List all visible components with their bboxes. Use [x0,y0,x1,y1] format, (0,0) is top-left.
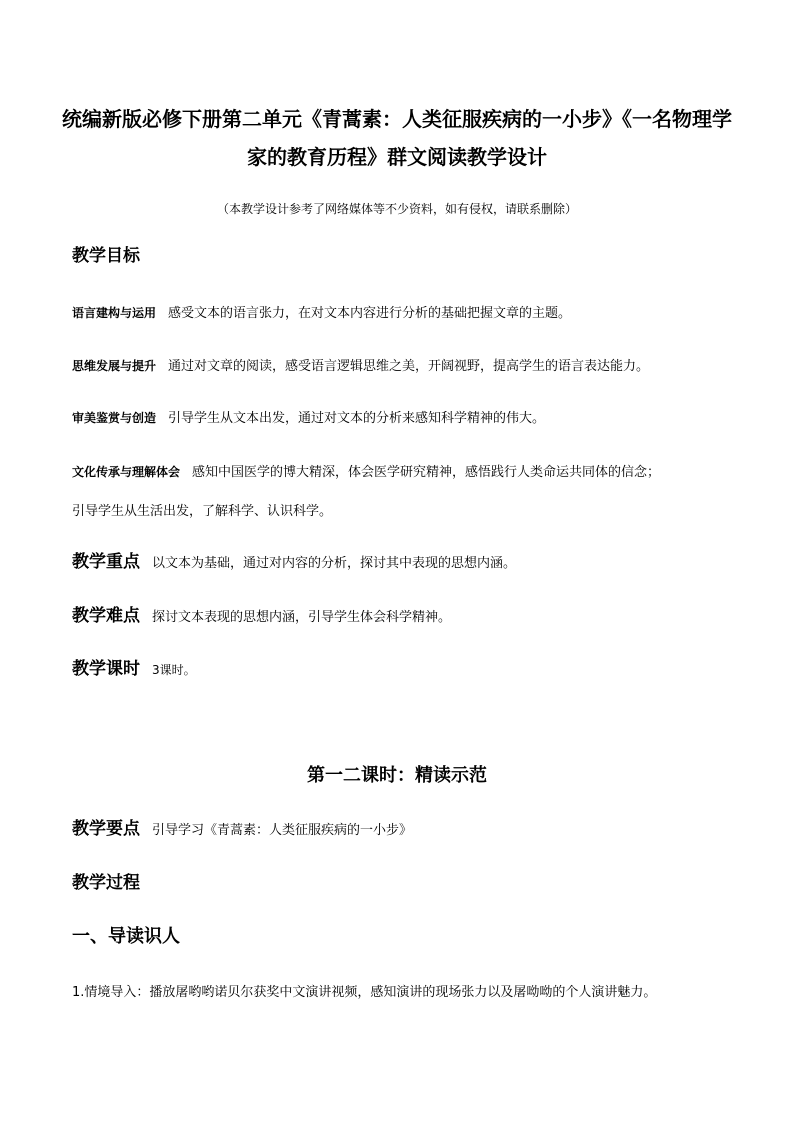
section-title: 第一二课时：精读示范 [307,765,487,786]
hours-row [72,659,196,680]
difficulty-label: 教学难点 [72,606,140,626]
part-heading: 一、导读识人 [72,926,180,947]
difficulty-row [72,606,451,628]
process-heading: 教学过程 [72,873,140,893]
objective-item [72,302,571,324]
objective-text: 感知中国医学的博大精深，体会医学研究精神，感悟践行人类命运共同体的信念； [192,465,661,480]
hours-text: 3课时。 [152,663,196,677]
objective-item [72,407,545,429]
essentials-label: 教学要点 [72,819,140,839]
key-point-text: 以文本为基础，通过对内容的分析，探讨其中表现的思想内涵。 [152,556,517,571]
difficulty-text: 探讨文本表现的思想内涵，引导学生体会科学精神。 [152,610,452,625]
objective-label: 审美鉴赏与创造 [72,411,157,425]
essentials-text: 引导学习《青蒿素：人类征服疾病的一小步》 [152,823,413,838]
objective-text: 感受文本的语言张力，在对文本内容进行分析的基础把握文章的主题。 [168,306,572,321]
document-title: 统编新版必修下册第二单元《青蒿素：人类征服疾病的一小步》《一名物理学家的教育历程》群文阅读教学设计 [62,107,732,169]
objectives-heading: 教学目标 [72,246,140,266]
hours-label: 教学课时 [72,659,140,679]
objective-label: 思维发展与提升 [72,359,157,373]
objective-continuation: 引导学生从生活出发，了解科学、认识科学。 [72,504,333,519]
objective-label: 文化传承与理解体会 [72,465,181,479]
copyright-note: （本教学设计参考了网络媒体等不少资料，如有侵权，请联系删除） [216,202,577,216]
essentials-row [72,819,412,841]
objective-text: 通过对文章的阅读，感受语言逻辑思维之美，开阔视野，提高学生的语言表达能力。 [168,359,650,374]
process-item: 1.情境导入：播放屠哟哟诺贝尔获奖中文演讲视频，感知演讲的现场张力以及屠呦呦的个人演讲魅力。 [72,985,657,1000]
key-point-row [72,552,516,574]
objective-item [72,355,649,377]
objective-item [72,461,660,483]
objective-text: 引导学生从文本出发，通过对文本的分析来感知科学精神的伟大。 [168,411,546,426]
key-point-label: 教学重点 [72,552,140,572]
objective-label: 语言建构与运用 [72,306,157,320]
